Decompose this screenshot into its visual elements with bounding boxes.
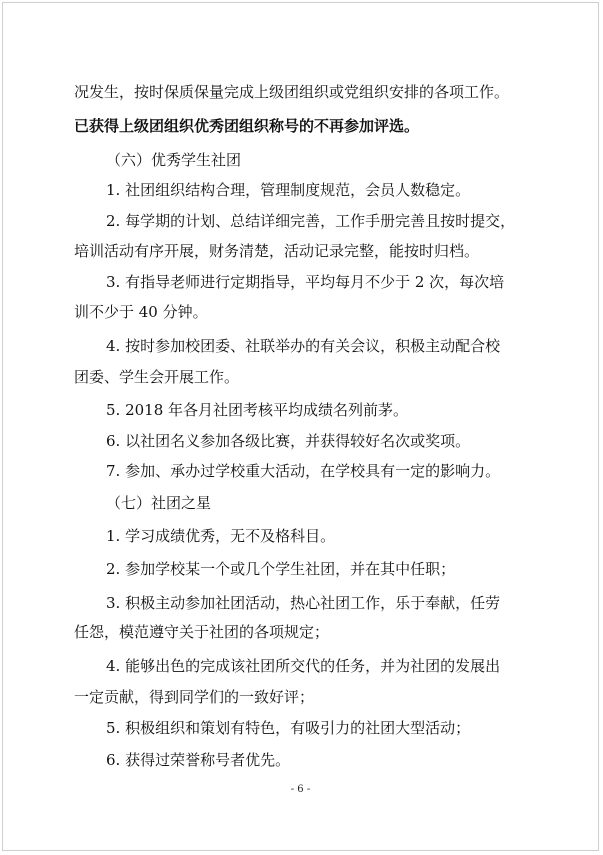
text-line: 任怨，模范遵守关于社团的各项规定；: [74, 623, 330, 641]
text-line: 5. 积极组织和策划有特色，有吸引力的社团大型活动；: [106, 719, 471, 737]
text-line: 7. 参加、承办过学校重大活动，在学校具有一定的影响力。: [106, 462, 501, 480]
section-heading: （七）社团之星: [106, 494, 212, 512]
text-line: 4. 按时参加校团委、社联举办的有关会议，积极主动配合校: [106, 337, 501, 355]
text-line: 一定贡献，得到同学们的一致好评；: [74, 688, 315, 706]
text-line: 2. 每学期的计划、总结详细完善，工作手册完善且按时提交，: [106, 212, 516, 230]
page-number: - 6 -: [290, 784, 311, 795]
document-page: [2, 2, 599, 851]
text-line: 况发生，按时保质保量完成上级团组织或党组织安排的各项工作。: [74, 83, 510, 101]
text-line: 4. 能够出色的完成该社团所交代的任务，并为社团的发展出: [106, 657, 501, 675]
text-line-bold: 已获得上级团组织优秀团组织称号的不再参加评选。: [74, 117, 420, 135]
text-line: 3. 有指导老师进行定期指导，平均每月不少于 2 次，每次培: [106, 273, 505, 291]
text-line: 2. 参加学校某一个或几个学生社团，并在其中任职；: [106, 560, 456, 578]
text-line: 训不少于 40 分钟。: [74, 303, 208, 321]
text-line: 3. 积极主动参加社团活动，热心社团工作，乐于奉献，任劳: [106, 594, 501, 612]
text-line: 1. 学习成绩优秀，无不及格科目。: [106, 527, 336, 545]
text-line: 团委、学生会开展工作。: [74, 368, 240, 386]
text-line: 6. 获得过荣誉称号者优先。: [106, 751, 291, 769]
text-line: 6. 以社团名义参加各级比赛，并获得较好名次或奖项。: [106, 432, 471, 450]
text-line: 1. 社团组织结构合理，管理制度规范，会员人数稳定。: [106, 181, 471, 199]
text-line: 5. 2018 年各月社团考核平均成绩名列前茅。: [106, 401, 409, 419]
section-heading: （六）优秀学生社团: [106, 151, 242, 169]
text-line: 培训活动有序开展，财务清楚，活动记录完整，能按时归档。: [74, 242, 480, 260]
